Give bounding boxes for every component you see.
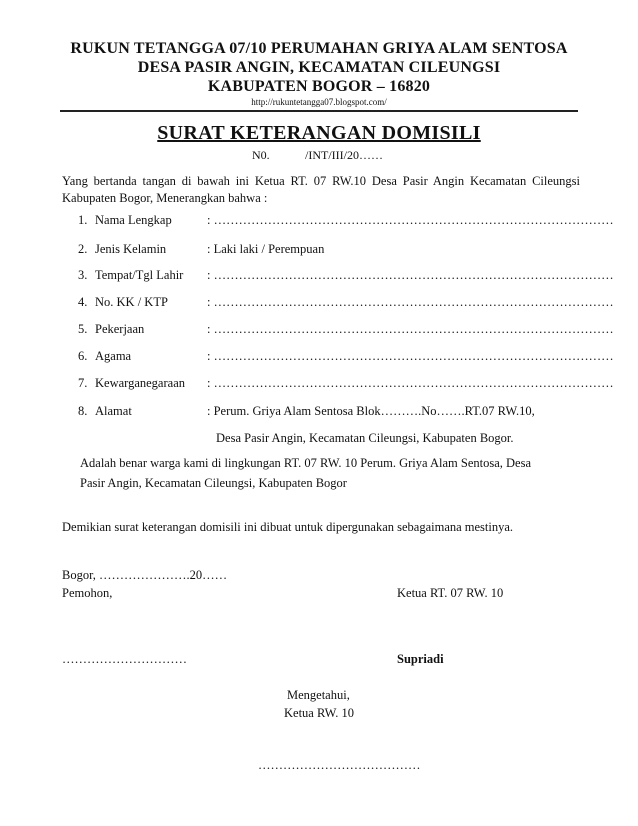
letterhead-line-3: KABUPATEN BOGOR – 16820 <box>207 78 431 95</box>
field-value: : …………………………………………………………………………………… <box>207 349 614 363</box>
letterhead-divider <box>60 110 578 112</box>
place-date: Bogor, ………………….20…… <box>62 568 228 582</box>
statement-line-1: Adalah benar warga kami di lingkungan RT. 07 RW. 10 Perum. Griya Alam Sentosa, Desa <box>80 456 532 470</box>
field-value: : …………………………………………………………………………………… <box>207 295 614 309</box>
applicant-signature-line: ………………………… <box>62 652 187 666</box>
field-label: Alamat <box>95 404 132 418</box>
field-value: : Perum. Griya Alam Sentosa Blok……….No…….RT.07 RW.10, <box>207 404 535 418</box>
field-value: : …………………………………………………………………………………… <box>207 376 614 390</box>
field-index: 8. <box>78 404 88 418</box>
rt-head-name: Supriadi <box>397 652 444 666</box>
rw-head-signature-line: ………………………………… <box>258 758 421 772</box>
field-label: No. KK / KTP <box>95 295 168 309</box>
field-index: 7. <box>78 376 88 390</box>
statement-line-2: Pasir Angin, Kecamatan Cileungsi, Kabupaten Bogor <box>80 476 347 490</box>
field-label: Pekerjaan <box>95 322 145 336</box>
field-label: Nama Lengkap <box>95 213 172 227</box>
closing-sentence: Demikian surat keterangan domisili ini dibuat untuk dipergunakan sebagaimana mestinya. <box>62 520 514 534</box>
rt-head-label: Ketua RT. 07 RW. 10 <box>397 586 504 600</box>
letterhead-line-1: RUKUN TETANGGA 07/10 PERUMAHAN GRIYA ALAM SENTOSA <box>70 40 568 57</box>
field-value: : …………………………………………………………………………………… <box>207 322 614 336</box>
letter-number-prefix: N0. <box>252 148 270 162</box>
field-value: : Laki laki / Perempuan <box>207 242 325 256</box>
intro-paragraph: Yang bertanda tangan di bawah ini Ketua RT. 07 RW.10 Desa Pasir Angin Kecamatan Cileungsi Kabupaten Bogor, Menerangkan bahwa : <box>62 174 580 205</box>
field-value: : …………………………………………………………………………………… <box>207 268 614 282</box>
field-value: : …………………………………………………………………………………… <box>207 213 614 227</box>
acknowledged-label: Mengetahui, <box>287 688 350 702</box>
field-index: 2. <box>78 242 88 256</box>
field-index: 5. <box>78 322 88 336</box>
field-label: Jenis Kelamin <box>95 242 167 256</box>
field-label: Agama <box>95 349 132 363</box>
address-continuation: Desa Pasir Angin, Kecamatan Cileungsi, Kabupaten Bogor. <box>216 431 514 445</box>
applicant-label: Pemohon, <box>62 586 113 600</box>
rw-head-label: Ketua RW. 10 <box>284 706 355 720</box>
field-index: 4. <box>78 295 88 309</box>
document-title: SURAT KETERANGAN DOMISILI <box>157 122 481 144</box>
field-index: 1. <box>78 213 88 227</box>
letterhead-line-2: DESA PASIR ANGIN, KECAMATAN CILEUNGSI <box>137 59 501 76</box>
field-index: 6. <box>78 349 88 363</box>
field-index: 3. <box>78 268 88 282</box>
letter-number-suffix: /INT/III/20…… <box>305 148 383 162</box>
field-label: Tempat/Tgl Lahir <box>95 268 184 282</box>
field-label: Kewarganegaraan <box>95 376 185 390</box>
letterhead-url: http://rukuntetangga07.blogspot.com/ <box>251 97 387 107</box>
